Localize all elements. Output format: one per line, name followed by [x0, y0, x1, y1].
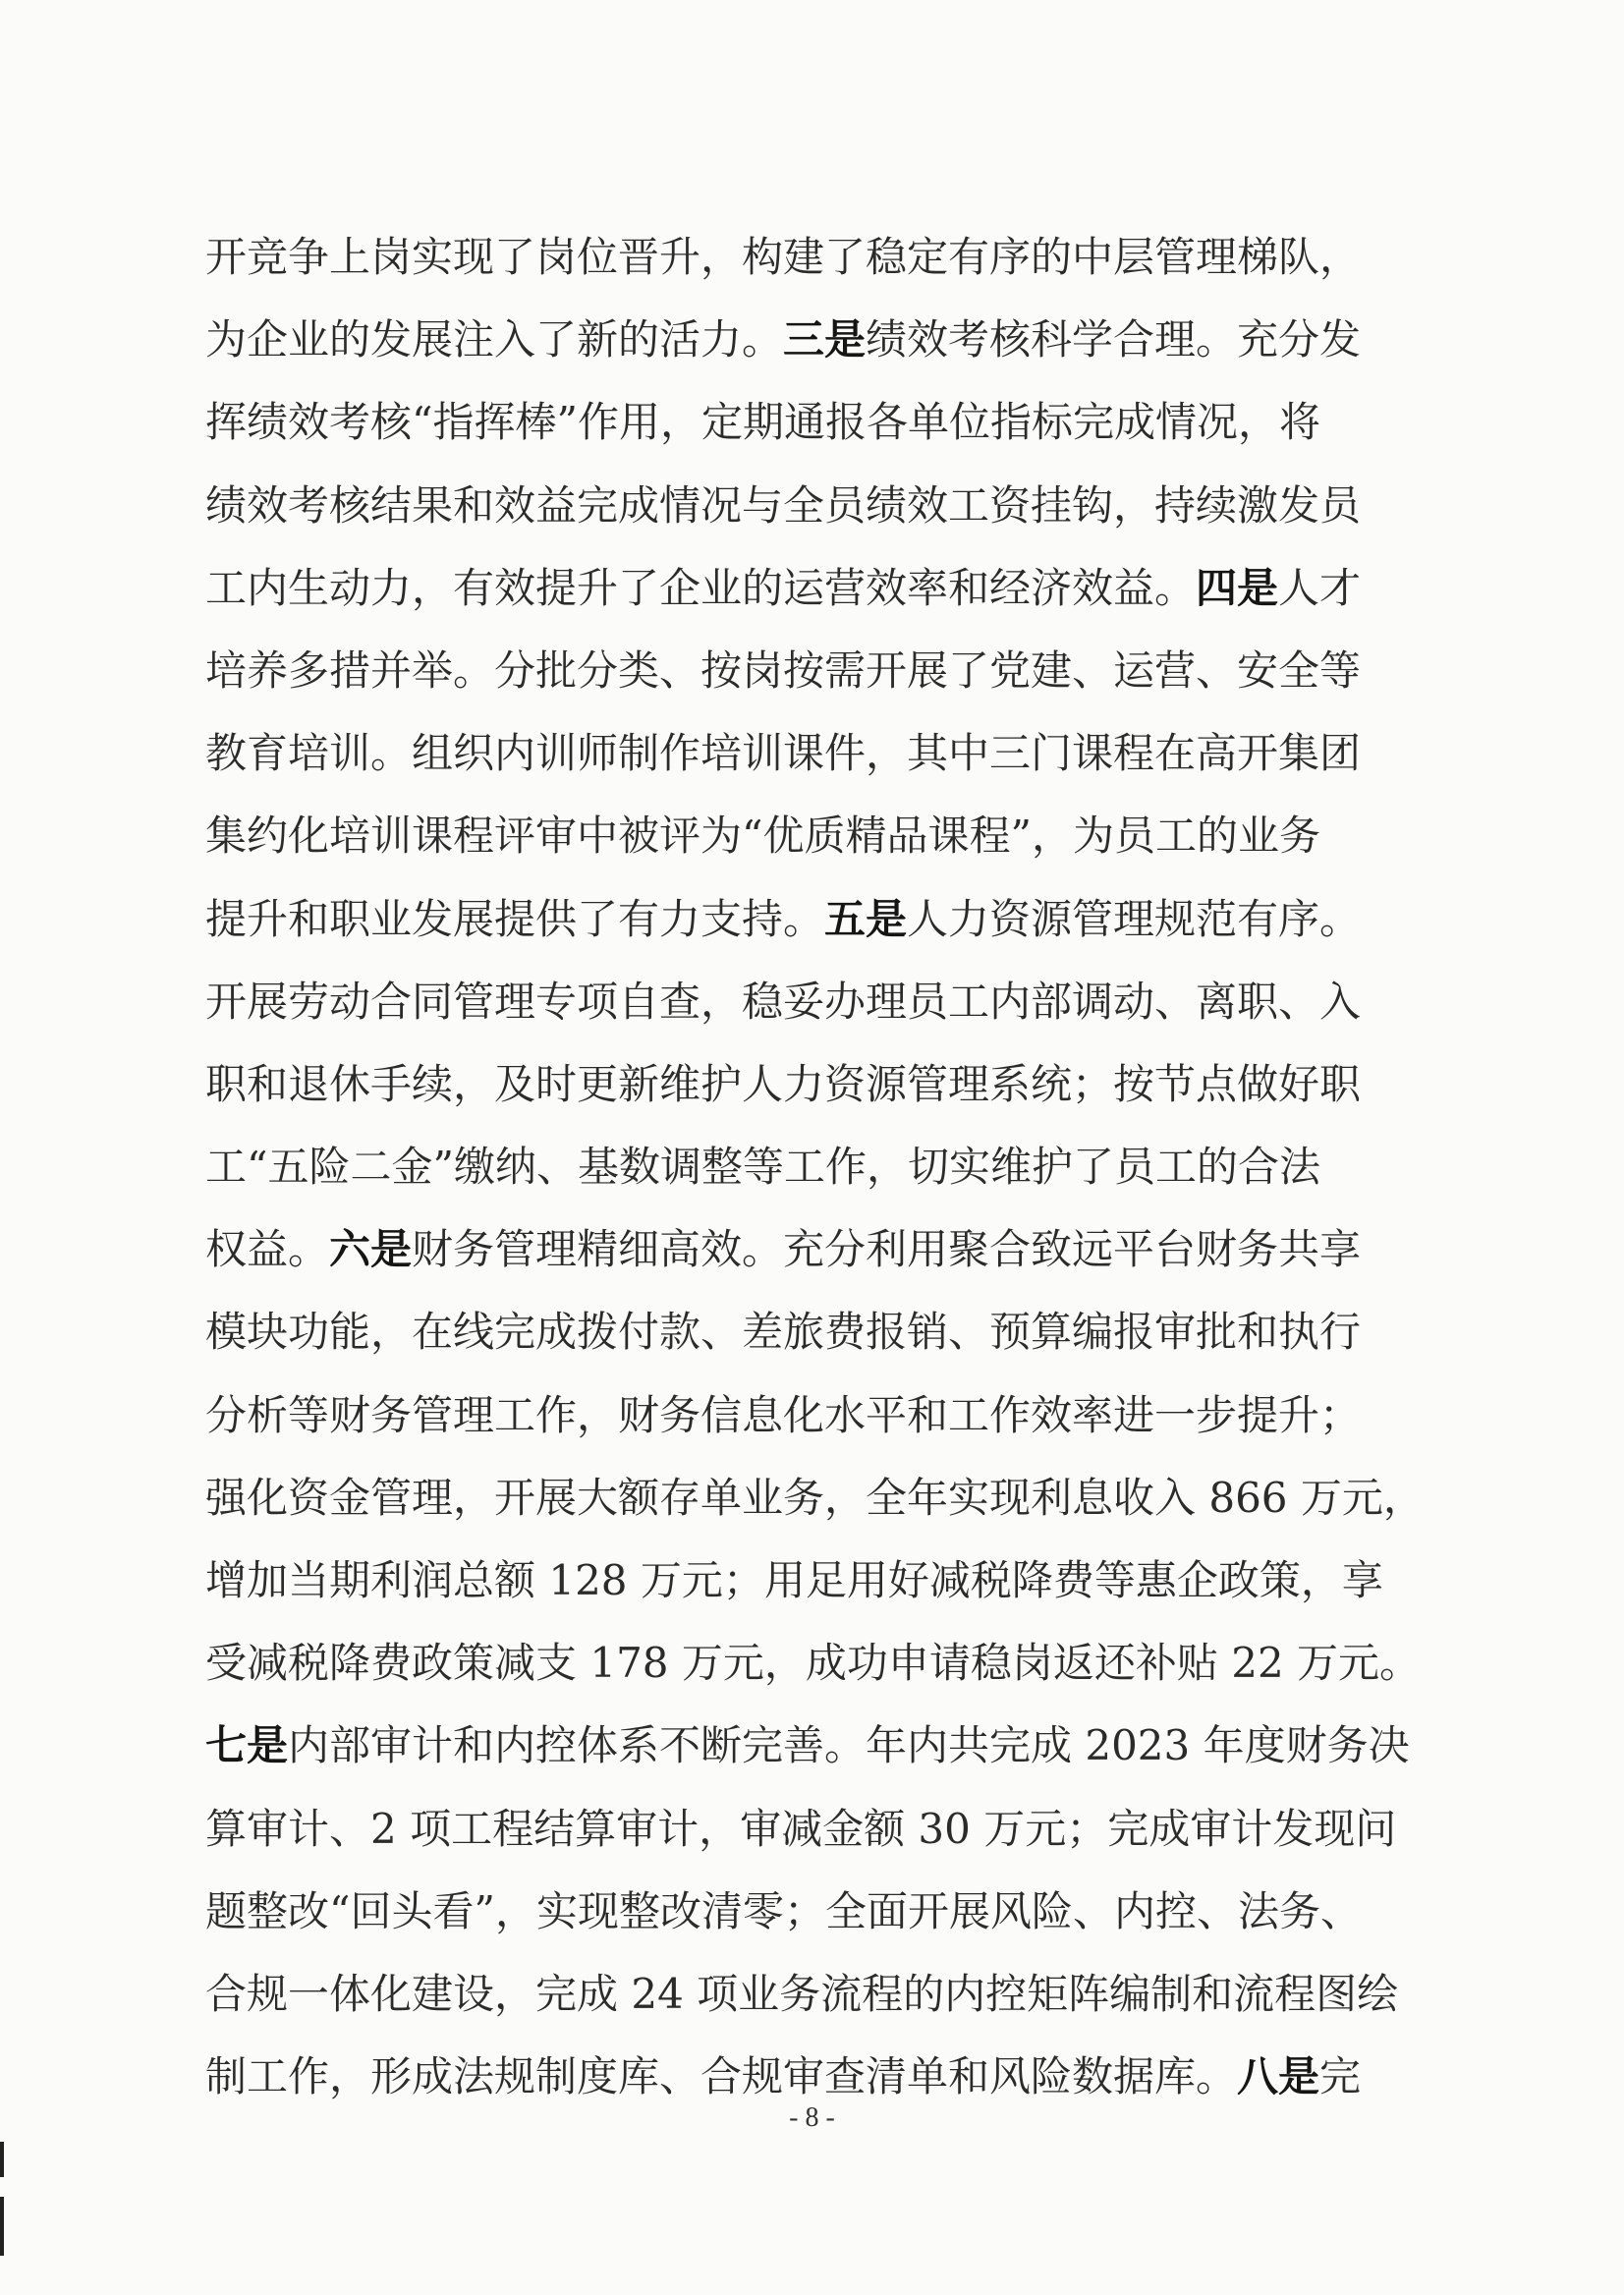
line-text: 题整改“回头看”，实现整改清零；全面开展风险、内控、法务、 [205, 1886, 1362, 1935]
text-line [205, 1705, 1443, 1787]
text-line [205, 1043, 1443, 1126]
text-line [205, 216, 1443, 299]
text-line [205, 1291, 1443, 1373]
text-line [205, 1374, 1443, 1457]
bold-lead-text: 五是 [824, 894, 908, 943]
line-text: 集约化培训课程评审中被评为“优质精品课程”，为员工的业务 [205, 812, 1320, 861]
bold-lead-text: 三是 [783, 315, 867, 364]
line-text: 人力资源管理规范有序。 [907, 894, 1362, 943]
text-line [205, 878, 1443, 961]
line-text: 模块功能，在线完成拨付款、差旅费报销、预算编报审批和执行 [205, 1308, 1362, 1357]
line-text: 增加当期利润总额 128 万元；用足用好减税降费等惠企政策，享 [205, 1556, 1383, 1604]
bold-lead-text: 四是 [1196, 563, 1279, 612]
bold-lead-text: 八是 [1237, 2052, 1320, 2101]
page-number: - 8 - [789, 2102, 835, 2133]
bold-lead-text: 六是 [329, 1225, 413, 1274]
line-text: 制工作，形成法规制度库、合规审查清单和风险数据库。 [205, 2052, 1238, 2101]
line-text: 教育培训。组织内训师制作培训课件，其中三门课程在高开集团 [205, 729, 1362, 778]
text-line [205, 1622, 1443, 1705]
text-line [205, 299, 1443, 381]
scan-edge-mark [0, 2197, 4, 2256]
line-text: 合规一体化建设，完成 24 项业务流程的内控矩阵编制和流程图绘 [205, 1969, 1399, 2018]
text-line [205, 1208, 1443, 1291]
line-text: 人才 [1278, 563, 1362, 612]
text-line [205, 465, 1443, 547]
line-text: 内部审计和内控体系不断完善。年内共完成 2023 年度财务决 [288, 1721, 1410, 1770]
line-text: 挥绩效考核“指挥棒”作用，定期通报各单位指标完成情况，将 [205, 398, 1320, 447]
line-text: 为企业的发展注入了新的活力。 [205, 315, 784, 364]
text-line [205, 381, 1443, 464]
line-text: 权益。 [205, 1225, 330, 1274]
line-text: 提升和职业发展提供了有力支持。 [205, 894, 825, 943]
line-text: 完 [1319, 2052, 1362, 2101]
line-text: 强化资金管理，开展大额存单业务，全年实现利息收入 866 万元， [205, 1473, 1425, 1522]
text-line [205, 961, 1443, 1043]
text-line [205, 1788, 1443, 1871]
text-line [205, 547, 1443, 630]
line-text: 分析等财务管理工作，财务信息化水平和工作效率进一步提升； [205, 1390, 1362, 1439]
line-text: 开竞争上岗实现了岗位晋升，构建了稳定有序的中层管理梯队， [205, 233, 1362, 281]
line-text: 绩效考核科学合理。充分发 [866, 315, 1362, 364]
text-line [205, 1457, 1443, 1539]
bold-lead-text: 七是 [205, 1721, 289, 1770]
line-text: 工“五险二金”缴纳、基数调整等工作，切实维护了员工的合法 [205, 1143, 1320, 1192]
text-line [205, 1871, 1443, 1953]
text-line [205, 630, 1443, 712]
line-text: 工内生动力，有效提升了企业的运营效率和经济效益。 [205, 563, 1197, 612]
scan-edge-mark [0, 2142, 4, 2177]
line-text: 受减税降费政策减支 178 万元，成功申请稳岗返还补贴 22 万元。 [205, 1639, 1422, 1688]
line-text: 职和退休手续，及时更新维护人力资源管理系统；按节点做好职 [205, 1059, 1362, 1108]
text-line [205, 1953, 1443, 2036]
line-text: 财务管理精细高效。充分利用聚合致远平台财务共享 [412, 1225, 1362, 1274]
line-text: 培养多措并举。分批分类、按岗按需开展了党建、运营、安全等 [205, 645, 1362, 695]
body-text [205, 216, 1443, 2118]
text-line [205, 1539, 1443, 1622]
line-text: 算审计、2 项工程结算审计，审减金额 30 万元；完成审计发现问 [205, 1804, 1397, 1853]
line-text: 绩效考核结果和效益完成情况与全员绩效工资挂钩，持续激发员 [205, 480, 1362, 530]
text-line [205, 795, 1443, 877]
text-line [205, 712, 1443, 795]
text-line [205, 1126, 1443, 1208]
line-text: 开展劳动合同管理专项自查，稳妥办理员工内部调动、离职、入 [205, 977, 1362, 1026]
